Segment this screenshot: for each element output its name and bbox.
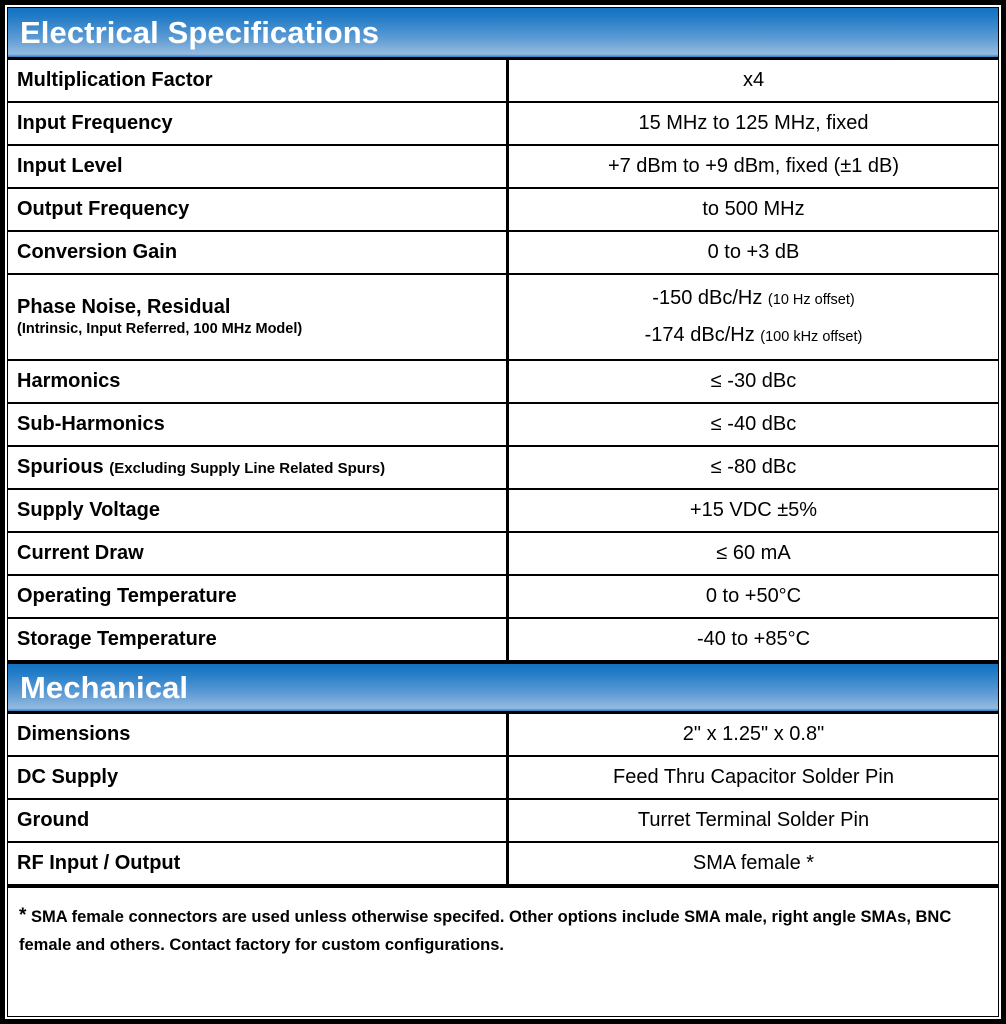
table-row bbox=[8, 103, 998, 146]
row-value bbox=[509, 533, 998, 574]
row-value-text: 15 MHz to 125 MHz, fixed bbox=[638, 112, 869, 134]
table-row-phase-noise bbox=[8, 275, 998, 361]
section-title-mechanical: Mechanical bbox=[20, 670, 189, 705]
row-label-text: Operating Temperature bbox=[17, 584, 237, 607]
table-row bbox=[8, 189, 998, 232]
row-value-text: 0 to +50°C bbox=[705, 585, 802, 607]
row-label bbox=[8, 275, 509, 359]
table-row bbox=[8, 490, 998, 533]
row-label bbox=[8, 800, 509, 841]
row-label bbox=[8, 533, 509, 574]
table-row bbox=[8, 361, 998, 404]
table-row bbox=[8, 60, 998, 103]
row-label-text: DC Supply bbox=[17, 765, 119, 788]
row-value-text: SMA female * bbox=[692, 852, 815, 874]
footnote bbox=[8, 886, 998, 1016]
row-label-text: Output Frequency bbox=[17, 197, 190, 220]
table-row bbox=[8, 843, 998, 886]
row-label bbox=[8, 60, 509, 101]
row-value bbox=[509, 714, 998, 755]
row-label-text: Current Draw bbox=[17, 541, 144, 564]
row-label-text: Ground bbox=[17, 808, 90, 831]
row-value-text: x4 bbox=[742, 69, 765, 91]
row-label-text: Sub-Harmonics bbox=[17, 412, 165, 435]
row-value-text: ≤ -80 dBc bbox=[710, 456, 797, 478]
row-label-text: Dimensions bbox=[17, 722, 131, 745]
row-label-text: Phase Noise, Residual bbox=[17, 295, 231, 318]
row-value bbox=[509, 576, 998, 617]
row-label bbox=[8, 404, 509, 445]
table-row bbox=[8, 146, 998, 189]
row-value bbox=[509, 619, 998, 660]
table-row-spurious bbox=[8, 447, 998, 490]
row-label-text: RF Input / Output bbox=[17, 851, 181, 874]
section-title-electrical: Electrical Specifications bbox=[20, 15, 380, 50]
phase-noise-note-2: (100 kHz offset) bbox=[760, 329, 863, 345]
table-row bbox=[8, 533, 998, 576]
row-label bbox=[8, 843, 509, 884]
row-label bbox=[8, 619, 509, 660]
row-label-subtext: (Intrinsic, Input Referred, 100 MHz Model) bbox=[17, 320, 303, 337]
row-value-text: 2" x 1.25" x 0.8" bbox=[682, 723, 825, 745]
row-label bbox=[8, 576, 509, 617]
row-value bbox=[509, 757, 998, 798]
row-value-line-2 bbox=[645, 323, 863, 347]
table-row bbox=[8, 619, 998, 662]
table-row bbox=[8, 757, 998, 800]
row-value bbox=[509, 447, 998, 488]
row-value-text: -40 to +85°C bbox=[696, 628, 811, 650]
section-header-electrical bbox=[8, 8, 998, 60]
row-label-text bbox=[17, 456, 498, 479]
phase-noise-value-1: -150 dBc/Hz bbox=[652, 287, 763, 309]
row-value bbox=[509, 103, 998, 144]
row-value-text: ≤ -30 dBc bbox=[710, 370, 797, 392]
row-value bbox=[509, 800, 998, 841]
row-label bbox=[8, 361, 509, 402]
row-value-text: ≤ 60 mA bbox=[716, 542, 791, 564]
phase-noise-value-2: -174 dBc/Hz bbox=[644, 324, 755, 346]
row-value-line-1 bbox=[652, 286, 854, 310]
row-label-text: Conversion Gain bbox=[17, 240, 178, 263]
row-label-text: Harmonics bbox=[17, 369, 121, 392]
row-label-text: Storage Temperature bbox=[17, 627, 217, 650]
row-value bbox=[509, 843, 998, 884]
row-label bbox=[8, 146, 509, 187]
spurious-label-note: (Excluding Supply Line Related Spurs) bbox=[109, 459, 386, 477]
sheet-inner bbox=[7, 7, 999, 1017]
row-value bbox=[509, 275, 998, 359]
row-value-text: ≤ -40 dBc bbox=[710, 413, 797, 435]
row-value-text: 0 to +3 dB bbox=[707, 241, 800, 263]
row-value-text: to 500 MHz bbox=[702, 198, 805, 220]
row-label-text: Input Frequency bbox=[17, 111, 173, 134]
row-value bbox=[509, 490, 998, 531]
table-row bbox=[8, 576, 998, 619]
row-value-text: +15 VDC ±5% bbox=[689, 499, 818, 521]
row-value bbox=[509, 146, 998, 187]
row-value-text: Turret Terminal Solder Pin bbox=[637, 809, 870, 831]
row-value bbox=[509, 404, 998, 445]
row-label bbox=[8, 757, 509, 798]
table-row bbox=[8, 404, 998, 447]
row-value-text: Feed Thru Capacitor Solder Pin bbox=[613, 766, 894, 788]
row-label bbox=[8, 232, 509, 273]
row-value bbox=[509, 361, 998, 402]
row-value bbox=[509, 60, 998, 101]
row-label bbox=[8, 103, 509, 144]
row-label bbox=[8, 447, 509, 488]
row-label bbox=[8, 189, 509, 230]
row-label-text: Input Level bbox=[17, 154, 123, 177]
row-label-text: Multiplication Factor bbox=[17, 68, 213, 91]
table-row bbox=[8, 800, 998, 843]
spurious-label-main: Spurious bbox=[17, 455, 104, 478]
phase-noise-note-1: (10 Hz offset) bbox=[767, 292, 855, 308]
row-label bbox=[8, 490, 509, 531]
row-value-text: +7 dBm to +9 dBm, fixed (±1 dB) bbox=[607, 155, 900, 177]
footnote-text: SMA female connectors are used unless otherwise specifed. Other options include SMA male, right angle SMAs, BNC female and others. Contact factory for custom configurations. bbox=[19, 908, 952, 954]
footnote-marker: * bbox=[19, 905, 27, 926]
section-header-mechanical bbox=[8, 662, 998, 714]
row-label bbox=[8, 714, 509, 755]
table-row bbox=[8, 232, 998, 275]
row-label-text: Supply Voltage bbox=[17, 498, 160, 521]
row-value bbox=[509, 189, 998, 230]
row-value bbox=[509, 232, 998, 273]
table-row bbox=[8, 714, 998, 757]
